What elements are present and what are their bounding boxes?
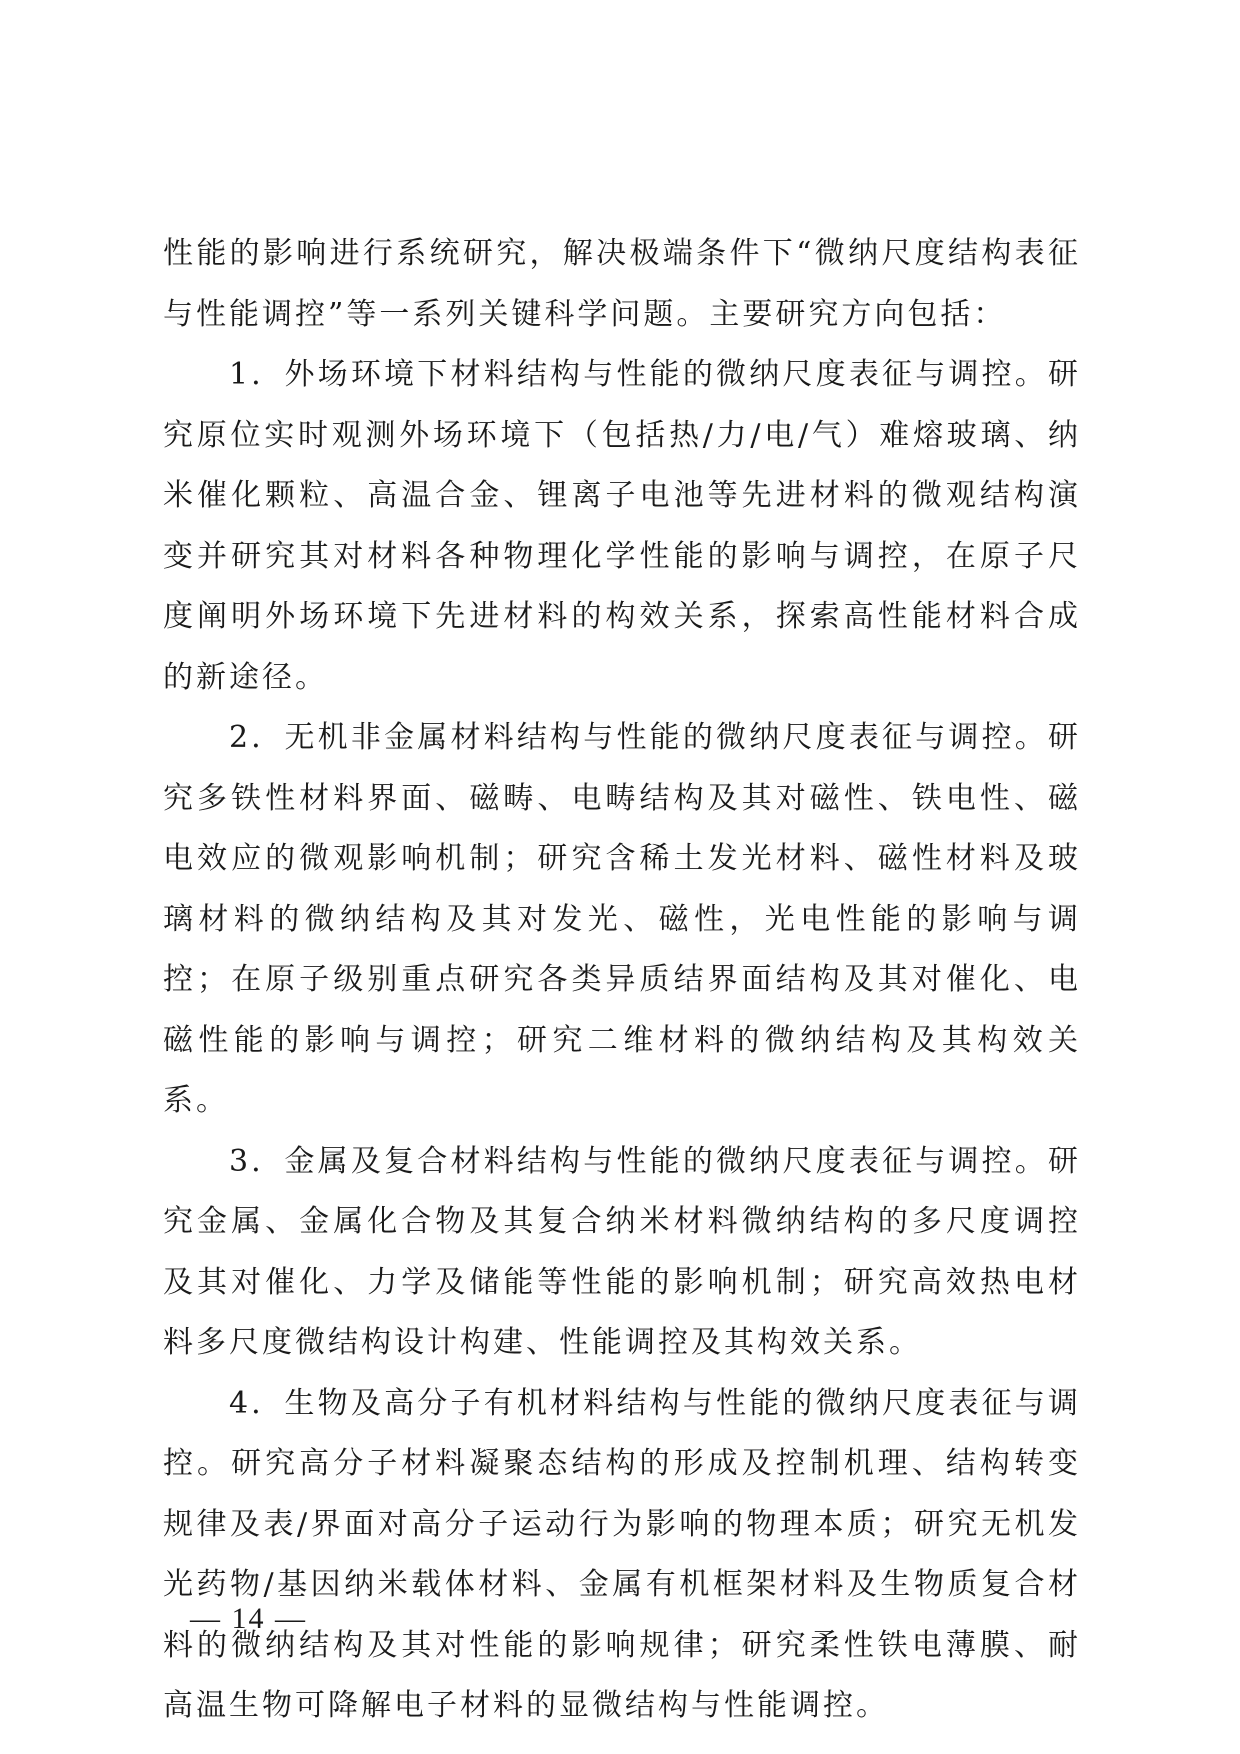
paragraph-item-4: 4．生物及高分子有机材料结构与性能的微纳尺度表征与调控。研究高分子材料凝聚态结构的形成及控制机理、结构转变规律及表/界面对高分子运动行为影响的物理本质；研究无机发光药物/基因纳米载体材料、金属有机框架材料及生物质复合材料的微纳结构及其对性能的影响规律；研究柔性铁电薄膜、耐高温生物可降解电子材料的显微结构与性能调控。: [163, 1385, 1081, 1723]
paragraph-item-2: 2．无机非金属材料结构与性能的微纳尺度表征与调控。研究多铁性材料界面、磁畴、电畴结构及其对磁性、铁电性、磁电效应的微观影响机制；研究含稀土发光材料、磁性材料及玻璃材料的微纳结构及其对发光、磁性，光电性能的影响与调控；在原子级别重点研究各类异质结界面结构及其对催化、电磁性能的影响与调控；研究二维材料的微纳结构及其构效关系。: [163, 720, 1081, 1118]
page-number: — 14 —: [190, 1602, 307, 1635]
paragraph-item-3: 3．金属及复合材料结构与性能的微纳尺度表征与调控。研究金属、金属化合物及其复合纳米材料微纳结构的多尺度调控及其对催化、力学及储能等性能的影响机制；研究高效热电材料多尺度微结构设计构建、性能调控及其构效关系。: [163, 1143, 1081, 1360]
body-text: [163, 224, 1081, 1737]
paragraph-item-1: 1．外场环境下材料结构与性能的微纳尺度表征与调控。研究原位实时观测外场环境下（包括热/力/电/气）难熔玻璃、纳米催化颗粒、高温合金、锂离子电池等先进材料的微观结构演变并研究其对材料各种物理化学性能的影响与调控，在原子尺度阐明外场环境下先进材料的构效关系，探索高性能材料合成的新途径。: [163, 357, 1081, 695]
paragraph-continuation: 性能的影响进行系统研究，解决极端条件下“微纳尺度结构表征与性能调控”等一系列关键科学问题。主要研究方向包括：: [163, 236, 1081, 332]
